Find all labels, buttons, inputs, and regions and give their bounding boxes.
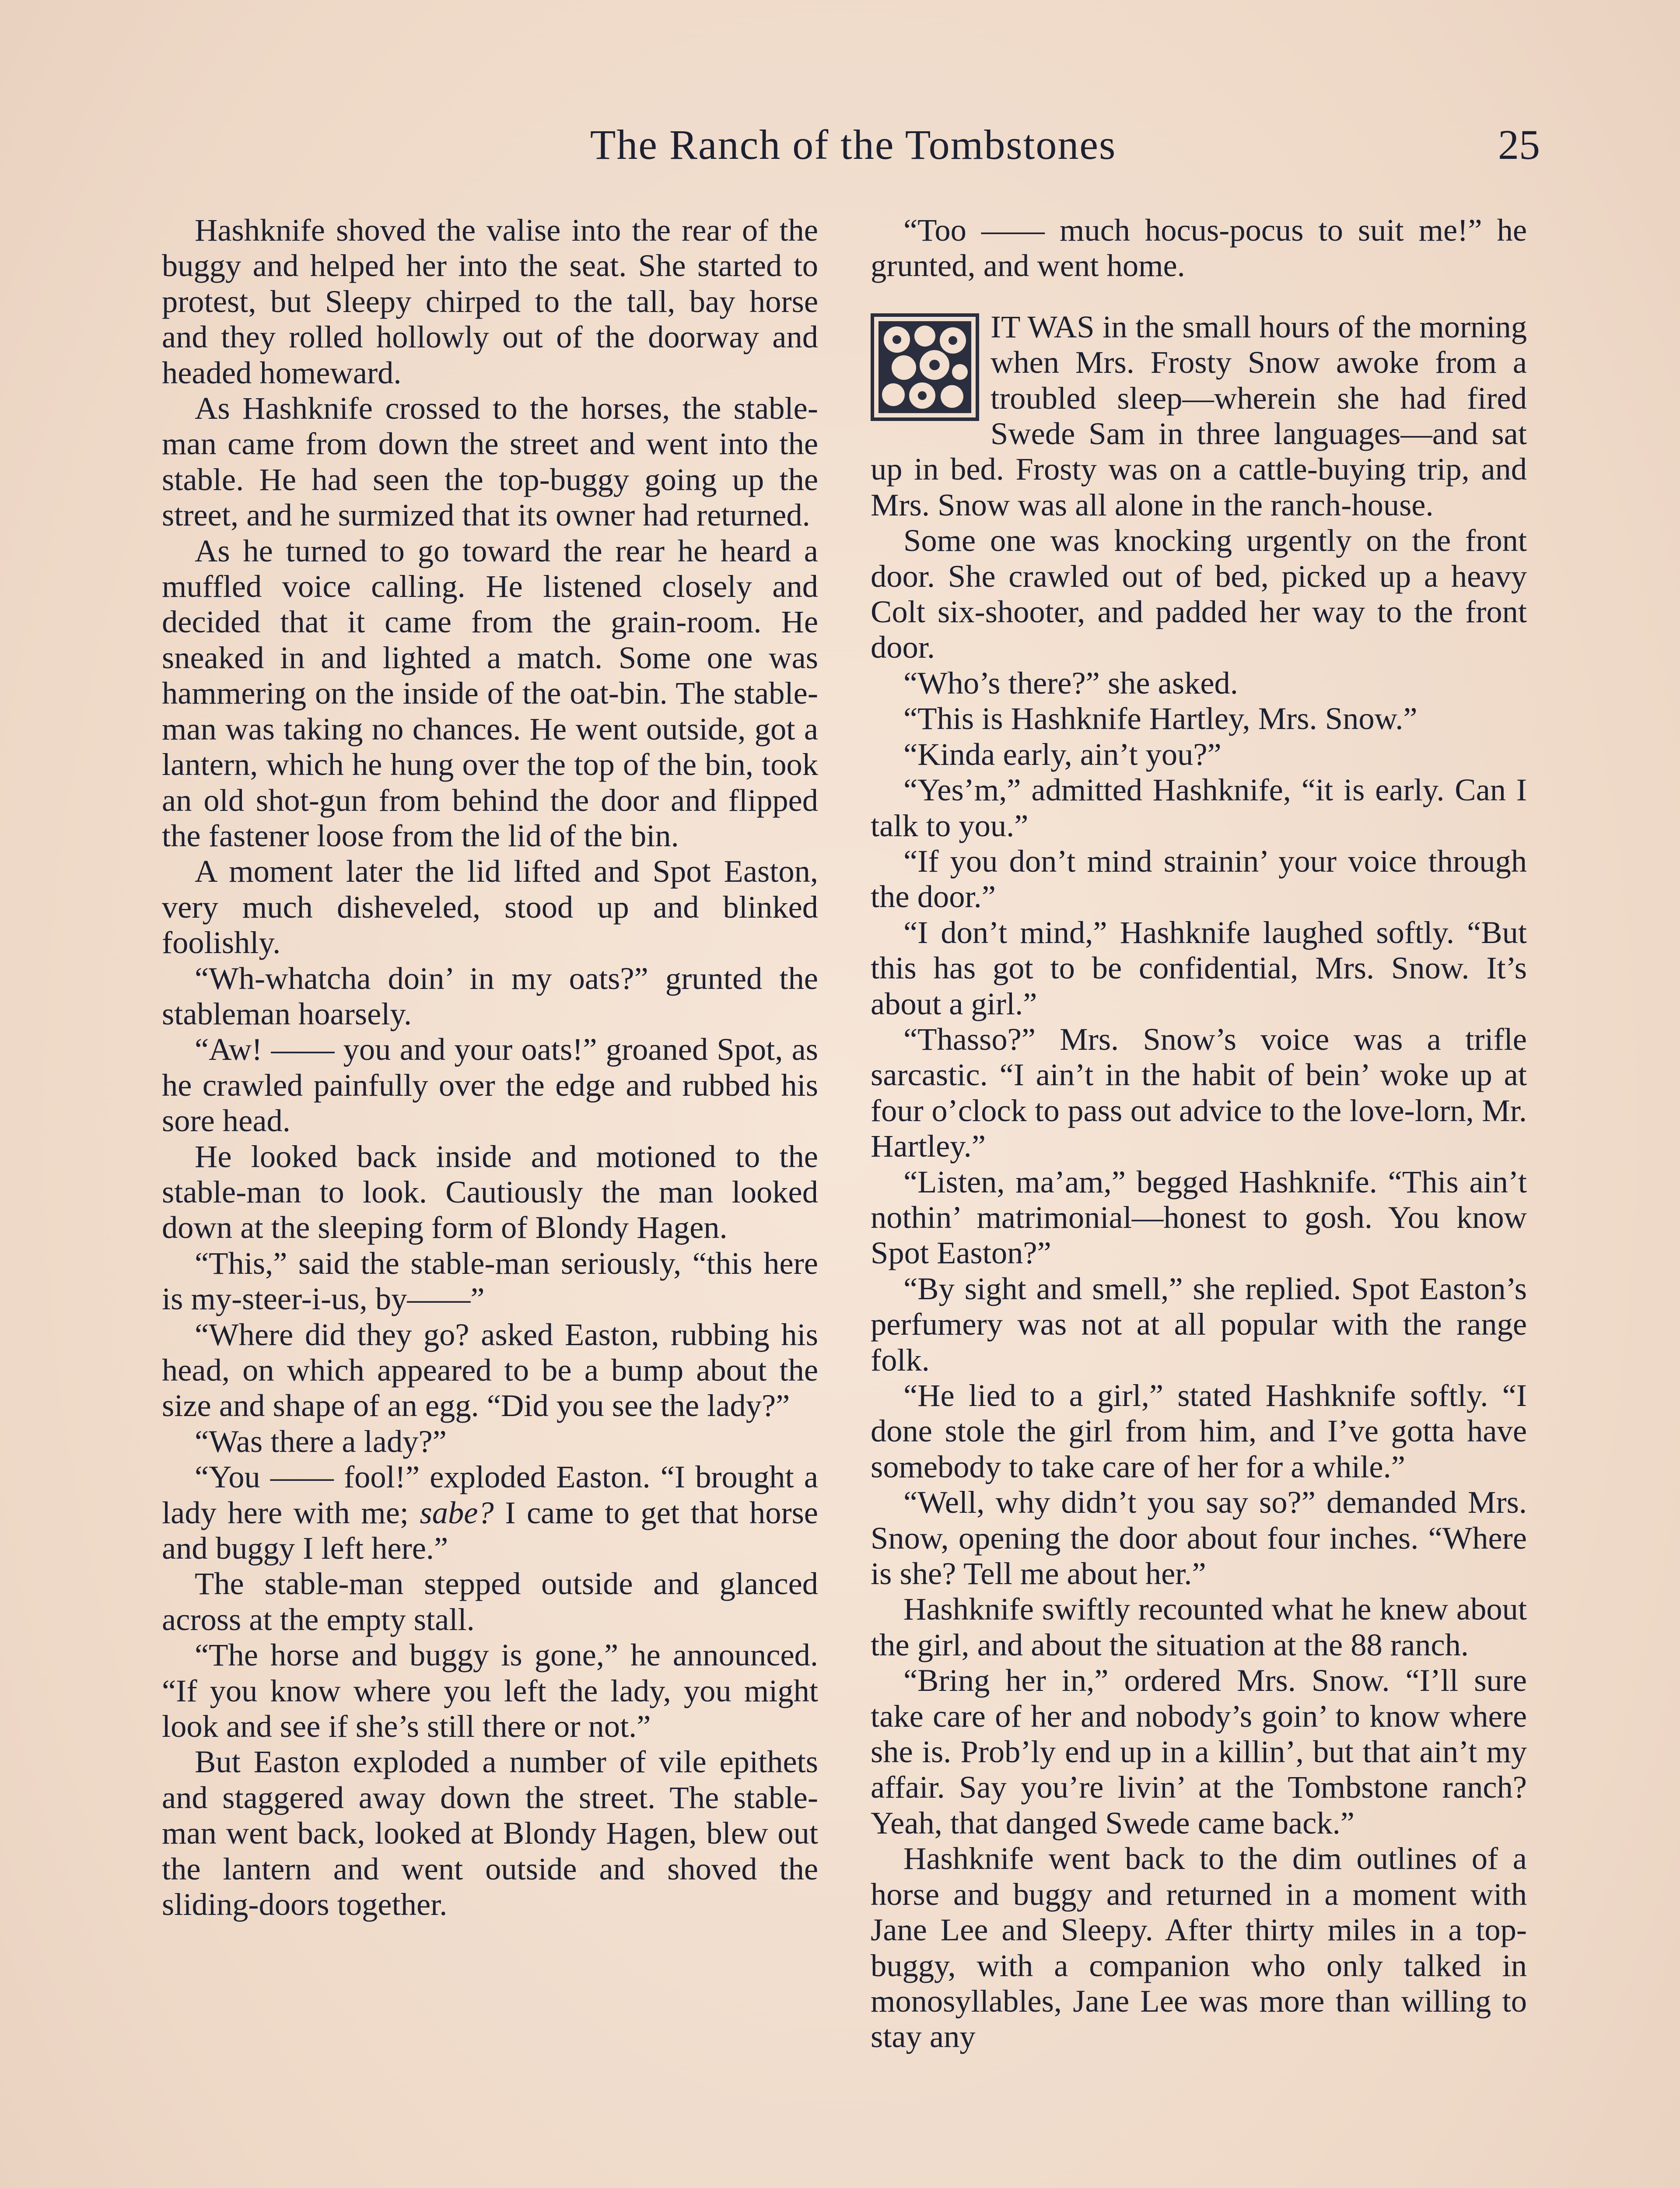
- paragraph: “Who’s there?” she asked.: [903, 665, 1238, 701]
- paragraph: “The horse and buggy is gone,” he announced. “If you know where you left the lady, you might look and see if she’s still there or not.”: [162, 1637, 818, 1744]
- paragraph: “If you don’t mind strainin’ your voice through the door.”: [871, 843, 1527, 915]
- paragraph: “Thasso?” Mrs. Snow’s voice was a trifle sarcastic. “I ain’t in the habit of bein’ woke up at four o’clock to pass out advice to the love-lorn, Mr. Hartley.”: [871, 1021, 1527, 1164]
- page-number: 25: [1498, 121, 1540, 168]
- paragraph: “He lied to a girl,” stated Hashknife softly. “I done stole the girl from him, and I’ve gotta have somebody to take care of her for a while.”: [871, 1378, 1527, 1484]
- paragraph: “This,” said the stable-man seriously, “this here is my-steer-i-us, by——”: [162, 1245, 818, 1317]
- ornamental-dropcap-icon: [871, 313, 979, 421]
- paragraph: “By sight and smell,” she replied. Spot Easton’s perfumery was not at all popular with the range folk.: [871, 1270, 1527, 1378]
- paragraph: “Where did they go? asked Easton, rubbing his head, on which appeared to be a bump about the size and shape of an egg. “Did you see the lady?”: [162, 1316, 818, 1424]
- paragraph: “Aw! —— you and your oats!” groaned Spot, as he crawled painfully over the edge and rubbed his sore head.: [162, 1031, 818, 1139]
- paragraph: Hashknife went back to the dim outlines of a horse and buggy and returned in a moment with Jane Lee and Sleepy. After thirty miles in a top-buggy, with a companion who only talked in monosyllables, Jane Lee was more than willing to stay any: [871, 1841, 1527, 2055]
- paragraph: “I don’t mind,” Hashknife laughed softly. “But this has got to be confidential, Mrs. Snow. It’s about a girl.”: [871, 914, 1527, 1021]
- paragraph: As Hashknife crossed to the horses, the stable-man came from down the street and went into the stable. He had seen the top-buggy going up the street, and he surmized that its owner had returned.: [162, 390, 818, 533]
- paragraph: “Kinda early, ain’t you?”: [903, 736, 1222, 772]
- page-header: [0, 120, 1680, 186]
- italic-word: sabe?: [420, 1494, 494, 1530]
- paragraph: He looked back inside and motioned to the stable-man to look. Cautiously the man looked down at the sleeping form of Blondy Hagen.: [162, 1138, 818, 1245]
- paragraph: But Easton exploded a number of vile epithets and staggered away down the street. The stable-man went back, looked at Blondy Hagen, blew out the lantern and went outside and shoved the sliding-doors together.: [162, 1744, 818, 1922]
- paragraph: A moment later the lid lifted and Spot Easton, very much disheveled, stood up and blinked foolishly.: [162, 853, 818, 961]
- paragraph: “Yes’m,” admitted Hashknife, “it is early. Can I talk to you.”: [871, 772, 1527, 843]
- paragraph: “Was there a lady?”: [195, 1423, 447, 1459]
- paragraph: Hashknife shoved the valise into the rear of the buggy and helped her into the seat. She started to protest, but Sleepy chirped to the tall, bay horse and they rolled hollowly out of the doorway and headed homeward.: [162, 212, 818, 390]
- text-run: I came to get that horse and buggy I left here.”: [162, 1494, 818, 1566]
- paragraph: “This is Hashknife Hartley, Mrs. Snow.”: [903, 701, 1418, 736]
- running-title: The Ranch of the Tombstones: [590, 121, 1116, 168]
- dropcap-paragraph: [871, 309, 1527, 522]
- paragraph: “Well, why didn’t you say so?” demanded Mrs. Snow, opening the door about four inches. “Where is she? Tell me about her.”: [871, 1484, 1527, 1592]
- paragraph: “Wh-whatcha doin’ in my oats?” grunted the stableman hoarsely.: [162, 960, 818, 1031]
- dropcap-text: IT WAS in the small hours of the morning when Mrs. Frosty Snow awoke from a troubled sleep—wherein she had fired Swede Sam in three languages—and sat up in bed. Frosty was on a cattle-buying trip, and Mrs. Snow was all alone in the ranch-house.: [871, 309, 1527, 522]
- paragraph: Some one was knocking urgently on the front door. She crawled out of bed, picked up a heavy Colt six-shooter, and padded her way to the front door.: [871, 522, 1527, 665]
- right-column: [871, 212, 1527, 2055]
- paragraph: “Too —— much hocus-pocus to suit me!” he grunted, and went home.: [871, 212, 1527, 284]
- text-run: “You —— fool!” exploded Easton. “I brought a lady here with me;: [162, 1459, 818, 1530]
- left-column: [162, 212, 818, 1922]
- paragraph: “Listen, ma’am,” begged Hashknife. “This ain’t nothin’ matrimonial—honest to gosh. You know Spot Easton?”: [871, 1164, 1527, 1271]
- paragraph: The stable-man stepped outside and glanced across at the empty stall.: [162, 1566, 818, 1637]
- paragraph-with-italic: [162, 1459, 818, 1566]
- paragraph: As he turned to go toward the rear he heard a muffled voice calling. He listened closely and decided that it came from the grain-room. He sneaked in and lighted a match. Some one was hammering on the inside of the oat-bin. The stable-man was taking no chances. He went outside, got a lantern, which he hung over the top of the bin, took an old shot-gun from behind the door and flipped the fastener loose from the lid of the bin.: [162, 533, 818, 853]
- paragraph: Hashknife swiftly recounted what he knew about the girl, and about the situation at the 88 ranch.: [871, 1591, 1527, 1662]
- paragraph: “Bring her in,” ordered Mrs. Snow. “I’ll sure take care of her and nobody’s goin’ to know where she is. Prob’ly end up in a killin’, but that ain’t my affair. Say you’re livin’ at the Tombstone ranch? Yeah, that danged Swede came back.”: [871, 1662, 1527, 1841]
